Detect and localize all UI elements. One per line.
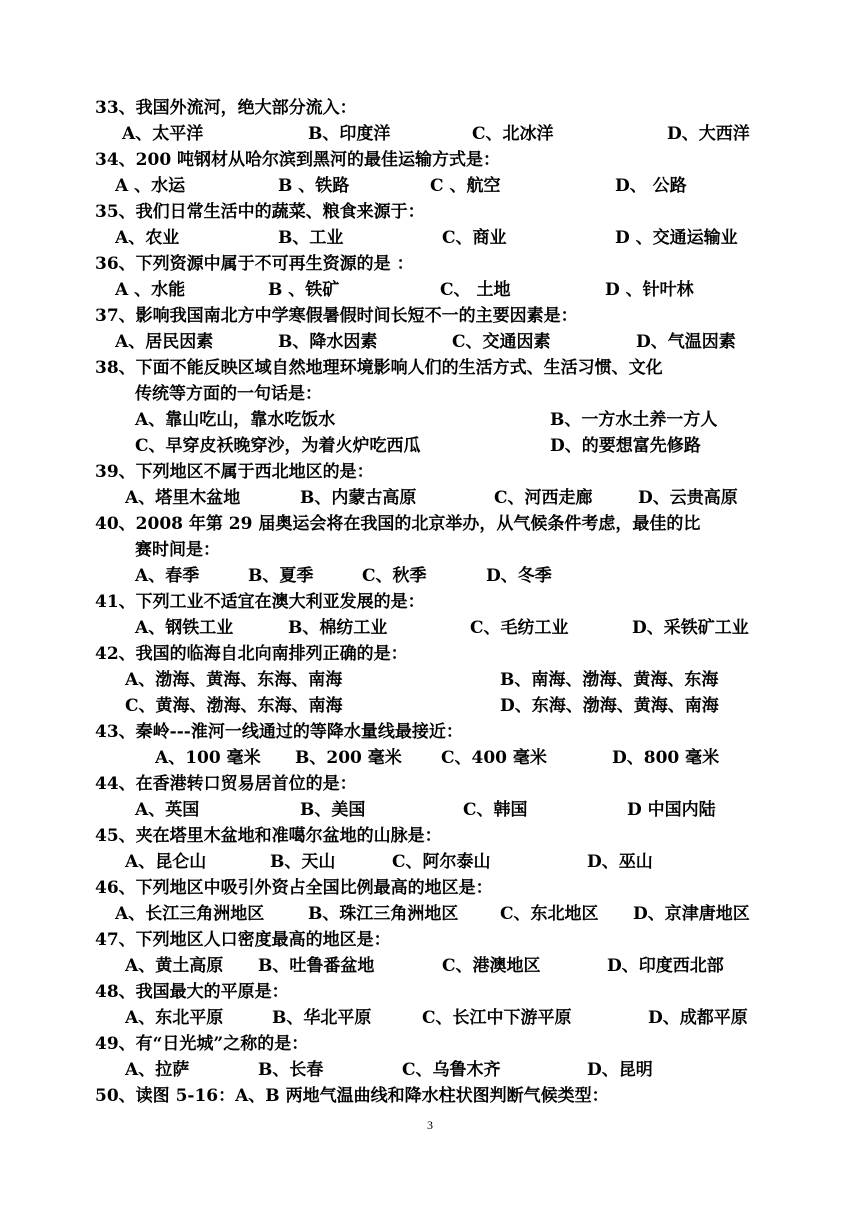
q38-option-d: D、的要想富先修路 (550, 436, 701, 456)
q46-option-c: C、东北地区 (500, 904, 599, 924)
q41-option-a: A、钢铁工业 (135, 618, 234, 638)
question-40-continued: 赛时间是： (135, 540, 220, 560)
q39-option-a: A、塔里木盆地 (125, 488, 241, 508)
question-43: 43、秦岭---淮河一线通过的等降水量线最接近： (95, 722, 463, 742)
q34-option-a: A 、水运 (115, 176, 186, 196)
q34-option-c: C 、航空 (430, 176, 501, 196)
q35-option-b: B、工业 (278, 228, 344, 248)
question-33: 33、我国外流河，绝大部分流入： (95, 98, 357, 118)
q40-option-c: C、秋季 (362, 566, 427, 586)
q36-option-a: A 、水能 (115, 280, 186, 300)
q41-option-d: D、采铁矿工业 (632, 618, 749, 638)
q44-option-a: A、英国 (135, 800, 200, 820)
question-48: 48、我国最大的平原是： (95, 982, 289, 1002)
q44-option-b: B、美国 (300, 800, 366, 820)
q41-option-c: C、毛纺工业 (470, 618, 569, 638)
question-44: 44、在香港转口贸易居首位的是： (95, 774, 357, 794)
q45-option-b: B、天山 (270, 852, 336, 872)
q49-option-a: A、拉萨 (125, 1060, 190, 1080)
q33-option-c: C、北冰洋 (472, 124, 554, 144)
q43-option-a: A、100 毫米 (155, 748, 261, 768)
question-36: 36、下列资源中属于不可再生资源的是 ： (95, 254, 414, 274)
q48-option-c: C、长江中下游平原 (422, 1008, 572, 1028)
page-number: 3 (427, 1118, 433, 1132)
q35-option-d: D 、交通运输业 (615, 228, 738, 248)
q40-option-d: D、冬季 (486, 566, 552, 586)
q34-option-d: D、 公路 (615, 176, 687, 196)
question-46: 46、下列地区中吸引外资占全国比例最高的地区是： (95, 878, 493, 898)
q33-option-b: B、印度洋 (308, 124, 391, 144)
question-40: 40、2008 年第 29 届奥运会将在我国的北京举办，从气候条件考虑，最佳的比 (95, 514, 701, 534)
q44-option-d: D 中国内陆 (627, 800, 716, 820)
q35-option-c: C、商业 (442, 228, 507, 248)
q49-option-b: B、长春 (258, 1060, 324, 1080)
q38-option-c: C、早穿皮袄晚穿沙，为着火炉吃西瓜 (135, 436, 421, 456)
q33-option-d: D、大西洋 (667, 124, 750, 144)
question-41: 41、下列工业不适宜在澳大利亚发展的是： (95, 592, 425, 612)
question-45: 45、夹在塔里木盆地和准噶尔盆地的山脉是： (95, 826, 442, 846)
question-37: 37、影响我国南北方中学寒假暑假时间长短不一的主要因素是： (95, 306, 578, 326)
q38-option-b: B、一方水土养一方人 (550, 410, 718, 430)
question-35: 35、我们日常生活中的蔬菜、粮食来源于： (95, 202, 425, 222)
q39-option-b: B、内蒙古高原 (300, 488, 417, 508)
q49-option-c: C、乌鲁木齐 (402, 1060, 501, 1080)
q48-option-a: A、东北平原 (125, 1008, 224, 1028)
q43-option-b: B、200 毫米 (295, 748, 402, 768)
q36-option-c: C、 土地 (440, 280, 511, 300)
q36-option-b: B 、铁矿 (268, 280, 340, 300)
q42-option-b: B、南海、渤海、黄海、东海 (500, 670, 719, 690)
question-34: 34、200 吨钢材从哈尔滨到黑河的最佳运输方式是： (95, 150, 501, 170)
q38-option-a: A、靠山吃山，靠水吃饭水 (135, 410, 336, 430)
question-47: 47、下列地区人口密度最高的地区是： (95, 930, 391, 950)
q37-option-c: C、交通因素 (452, 332, 551, 352)
q39-option-c: C、河西走廊 (494, 488, 593, 508)
q45-option-d: D、巫山 (587, 852, 653, 872)
q46-option-b: B、珠江三角洲地区 (308, 904, 459, 924)
question-49: 49、有“日光城”之称的是： (95, 1034, 309, 1054)
q42-option-c: C、黄海、渤海、东海、南海 (125, 696, 343, 716)
q37-option-b: B、降水因素 (278, 332, 378, 352)
question-38-continued: 传统等方面的一句话是： (135, 384, 322, 404)
q44-option-c: C、韩国 (463, 800, 528, 820)
q45-option-c: C、阿尔泰山 (392, 852, 491, 872)
q41-option-b: B、棉纺工业 (288, 618, 388, 638)
q46-option-d: D、京津唐地区 (633, 904, 750, 924)
q43-option-c: C、400 毫米 (441, 748, 547, 768)
q35-option-a: A、农业 (115, 228, 180, 248)
q47-option-c: C、港澳地区 (442, 956, 541, 976)
q49-option-d: D、昆明 (587, 1060, 653, 1080)
q47-option-d: D、印度西北部 (607, 956, 724, 976)
question-38: 38、下面不能反映区域自然地理环境影响人们的生活方式、生活习惯、文化 (95, 358, 663, 378)
question-39: 39、下列地区不属于西北地区的是： (95, 462, 374, 482)
q47-option-b: B、吐鲁番盆地 (258, 956, 375, 976)
q42-option-d: D、东海、渤海、黄海、南海 (500, 696, 719, 716)
q36-option-d: D 、针叶林 (605, 280, 694, 300)
q43-option-d: D、800 毫米 (612, 748, 720, 768)
q45-option-a: A、昆仑山 (125, 852, 207, 872)
q48-option-d: D、成都平原 (648, 1008, 748, 1028)
question-50: 50、读图 5-16：A、B 两地气温曲线和降水柱状图判断气候类型： (95, 1086, 609, 1106)
q33-option-a: A、太平洋 (122, 124, 204, 144)
q46-option-a: A、长江三角洲地区 (115, 904, 265, 924)
q40-option-a: A、春季 (135, 566, 200, 586)
q39-option-d: D、云贵高原 (638, 488, 738, 508)
q47-option-a: A、黄土高原 (125, 956, 224, 976)
question-42: 42、我国的临海自北向南排列正确的是： (95, 644, 408, 664)
q40-option-b: B、夏季 (248, 566, 314, 586)
q34-option-b: B 、铁路 (278, 176, 350, 196)
q37-option-a: A、居民因素 (115, 332, 214, 352)
q48-option-b: B、华北平原 (272, 1008, 372, 1028)
q42-option-a: A、渤海、黄海、东海、南海 (125, 670, 343, 690)
q37-option-d: D、气温因素 (636, 332, 736, 352)
